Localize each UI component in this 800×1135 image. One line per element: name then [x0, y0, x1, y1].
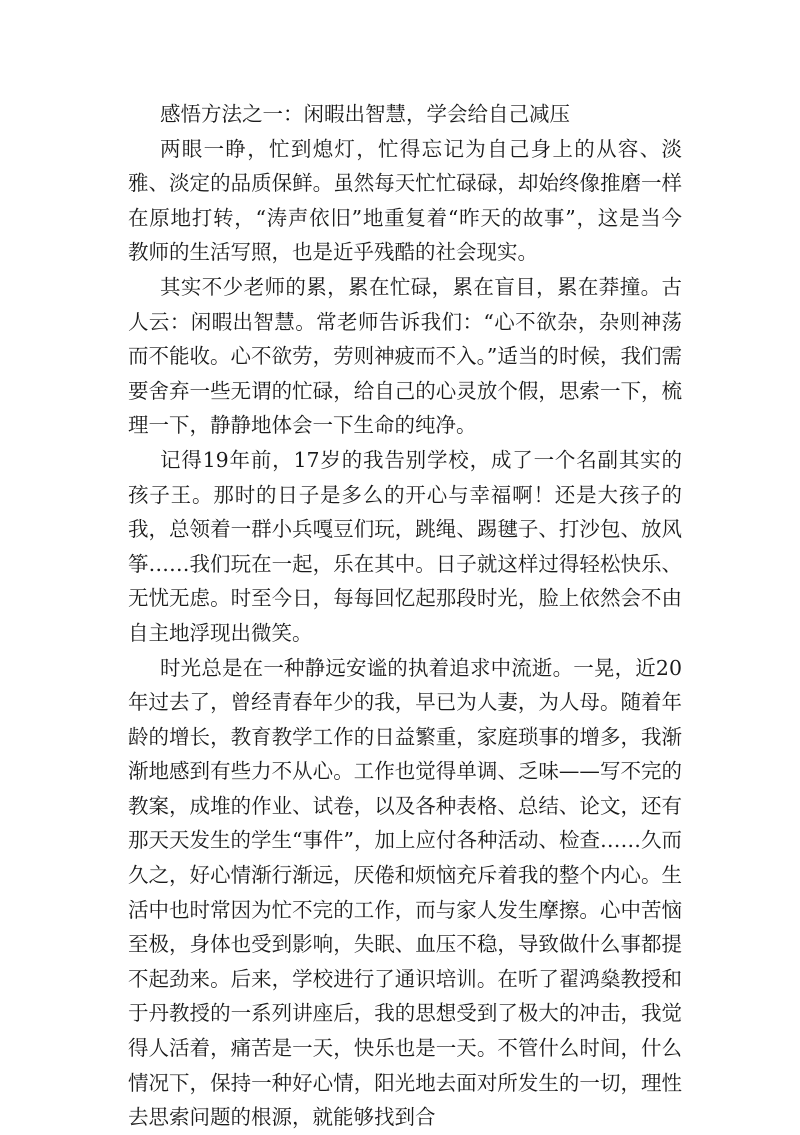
paragraph-3: 记得19年前，17岁的我告别学校，成了一个名副其实的孩子王。那时的日子是多么的开心与幸福啊！还是大孩子的我，总领着一群小兵嘎豆们玩，跳绳、踢毽子、打沙包、放风筝……我们玩在一起，乐在其中。日子就这样过得轻松快乐、无忧无虑。时至今日，每每回忆起那段时光，脸上依然会不由自主地浮现出微笑。 — [128, 447, 682, 645]
paragraph-2: 其实不少老师的累，累在忙碌，累在盲目，累在莽撞。古人云：闲暇出智慧。常老师告诉我们：“心不欲杂，杂则神荡而不能收。心不欲劳，劳则神疲而不入。”适当的时候，我们需要舍弃一些无谓的忙碌，给自己的心灵放个假，思索一下，梳理一下，静静地体会一下生命的纯净。 — [128, 274, 682, 438]
section-heading: 感悟方法之一：闲暇出智慧，学会给自己减压 — [160, 102, 570, 126]
paragraph-4: 时光总是在一种静远安谧的执着追求中流逝。一晃，近20年过去了，曾经青春年少的我，早已为人妻，为人母。随着年龄的增长，教育教学工作的日益繁重，家庭琐事的增多，我渐渐地感到有些力不从心。工作也觉得单调、乏味——写不完的教案，成堆的作业、试卷，以及各种表格、总结、论文，还有那天天发生的学生“事件”，加上应付各种活动、检查……久而久之，好心情渐行渐远，厌倦和烦恼充斥着我的整个内心。生活中也时常因为忙不完的工作，而与家人发生摩擦。心中苦恼至极，身体也受到影响，失眠、血压不稳，导致做什么事都提不起劲来。后来，学校进行了通识培训。在听了翟鸿燊教授和于丹教授的一系列讲座后，我的思想受到了极大的冲击，我觉得人活着，痛苦是一天，快乐也是一天。不管什么时间，什么情况下，保持一种好心情，阳光地去面对所发生的一切，理性去思索问题的根源，就能够找到合 — [128, 655, 682, 1130]
document-body — [128, 97, 682, 1135]
paragraph-1: 两眼一睁，忙到熄灯，忙得忘记为自己身上的从容、淡雅、淡定的品质保鲜。虽然每天忙忙碌碌，却始终像推磨一样在原地打转，“涛声依旧”地重复着“昨天的故事”，这是当今教师的生活写照，也是近乎残酷的社会现实。 — [128, 136, 682, 265]
